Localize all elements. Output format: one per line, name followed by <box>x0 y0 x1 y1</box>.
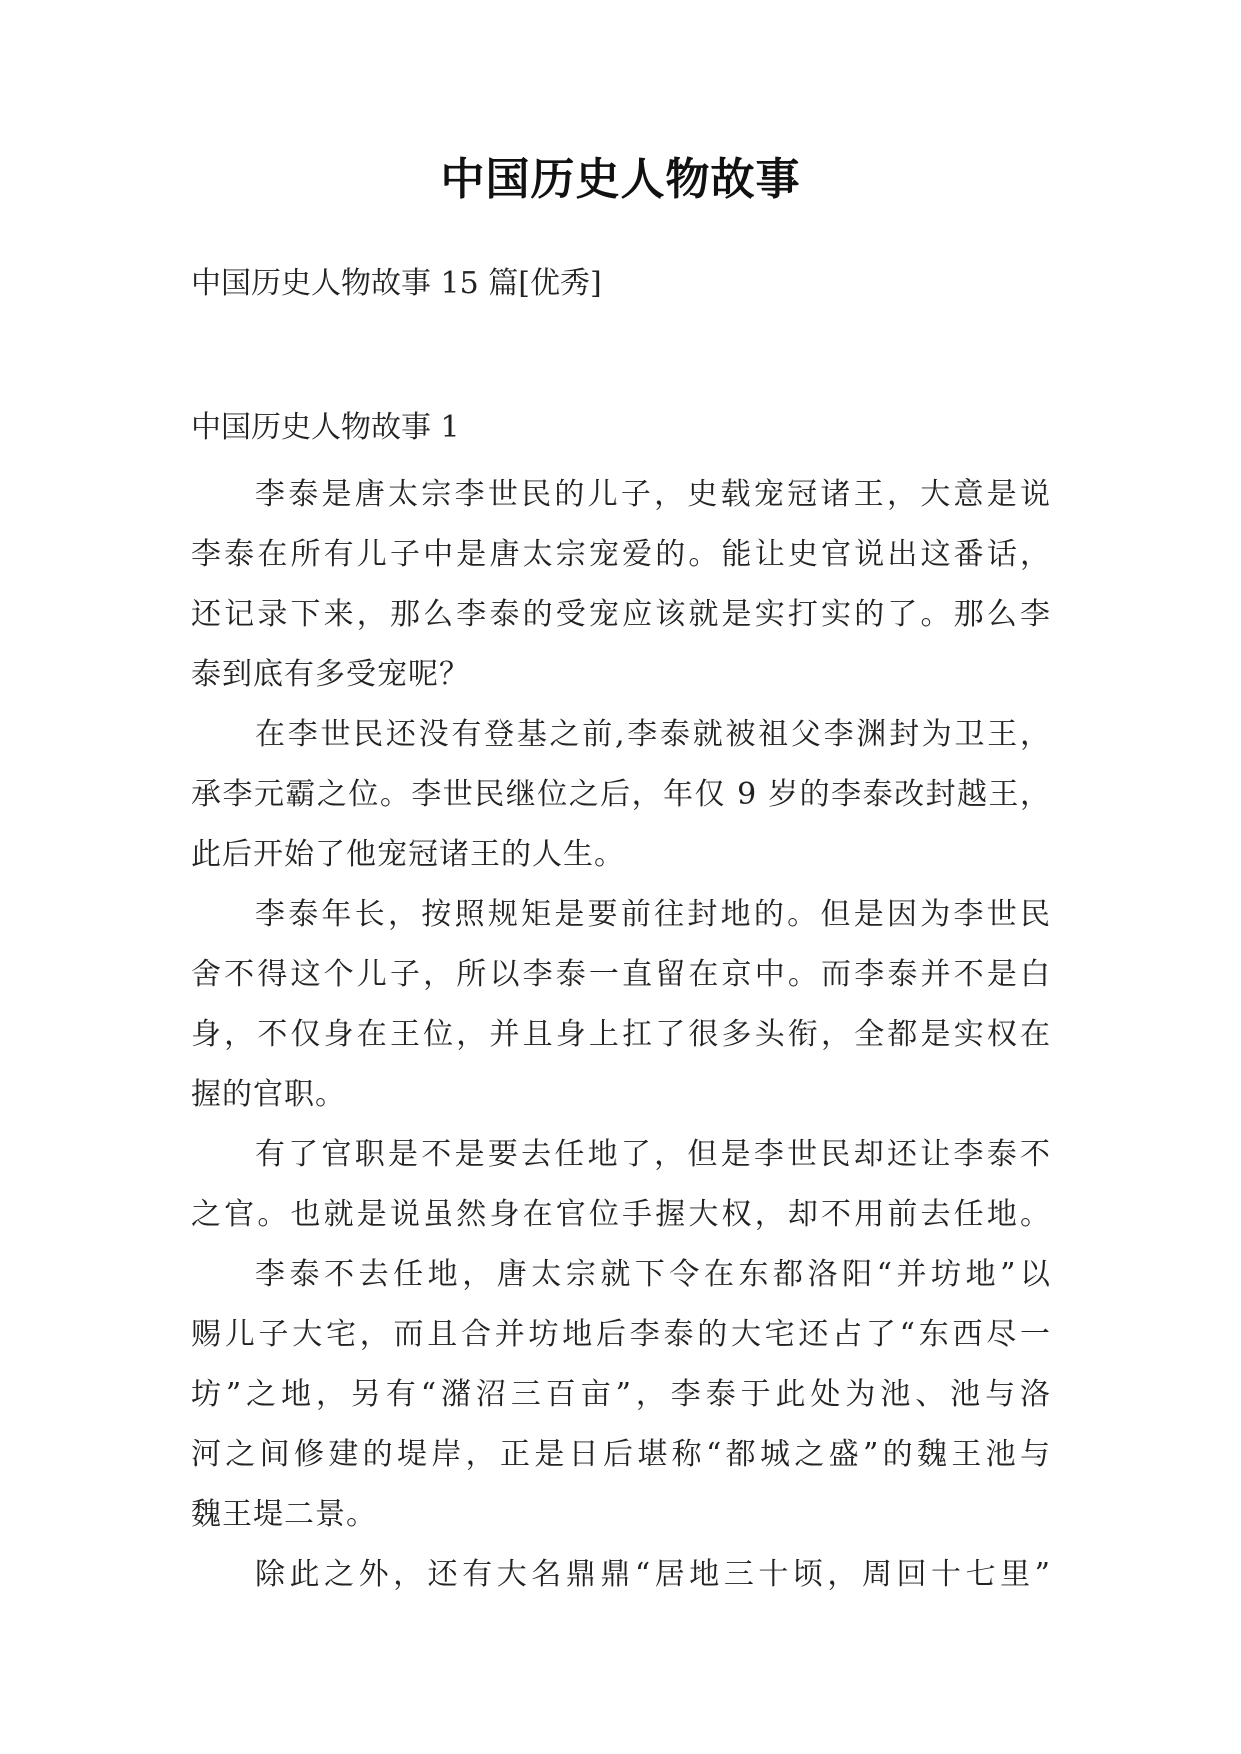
body-line: 握的官职。 <box>191 1077 346 1112</box>
body-line: 承李元霸之位。李世民继位之后，年仅 9 岁的李泰改封越王， <box>191 777 1051 812</box>
body-line: 李泰是唐太宗李世民的儿子，史载宠冠诸王，大意是说 <box>255 477 1051 512</box>
body-line: 坊”之地，另有“潴沼三百亩”，李泰于此处为池、池与洛 <box>191 1377 1051 1412</box>
body-line: 泰到底有多受宠呢？ <box>191 657 470 692</box>
body-line: 李泰不去任地，唐太宗就下令在东都洛阳“并坊地”以 <box>255 1257 1051 1292</box>
body-line: 舍不得这个儿子，所以李泰一直留在京中。而李泰并不是白 <box>191 957 1051 992</box>
document-subtitle: 中国历史人物故事 15 篇[优秀] <box>191 266 602 301</box>
document-title: 中国历史人物故事 <box>440 154 801 205</box>
body-text <box>191 465 1051 1605</box>
section-heading: 中国历史人物故事 1 <box>191 410 460 445</box>
body-line: 在李世民还没有登基之前,李泰就被祖父李渊封为卫王， <box>255 717 1051 752</box>
body-line: 河之间修建的堤岸，正是日后堪称“都城之盛”的魏王池与 <box>191 1437 1051 1472</box>
body-line: 身，不仅身在王位，并且身上扛了很多头衔，全都是实权在 <box>191 1017 1051 1052</box>
body-line: 之官。也就是说虽然身在官位手握大权，却不用前去任地。 <box>191 1197 1051 1232</box>
body-line: 赐儿子大宅，而且合并坊地后李泰的大宅还占了“东西尽一 <box>191 1317 1051 1352</box>
body-line: 除此之外，还有大名鼎鼎“居地三十顷，周回十七里” <box>255 1557 1051 1592</box>
body-line: 有了官职是不是要去任地了，但是李世民却还让李泰不 <box>255 1137 1051 1172</box>
body-line: 此后开始了他宠冠诸王的人生。 <box>191 837 625 872</box>
body-line: 李泰年长，按照规矩是要前往封地的。但是因为李世民 <box>255 897 1051 932</box>
body-line: 还记录下来，那么李泰的受宠应该就是实打实的了。那么李 <box>191 597 1051 632</box>
body-line: 李泰在所有儿子中是唐太宗宠爱的。能让史官说出这番话， <box>191 537 1051 572</box>
body-line: 魏王堤二景。 <box>191 1497 377 1532</box>
